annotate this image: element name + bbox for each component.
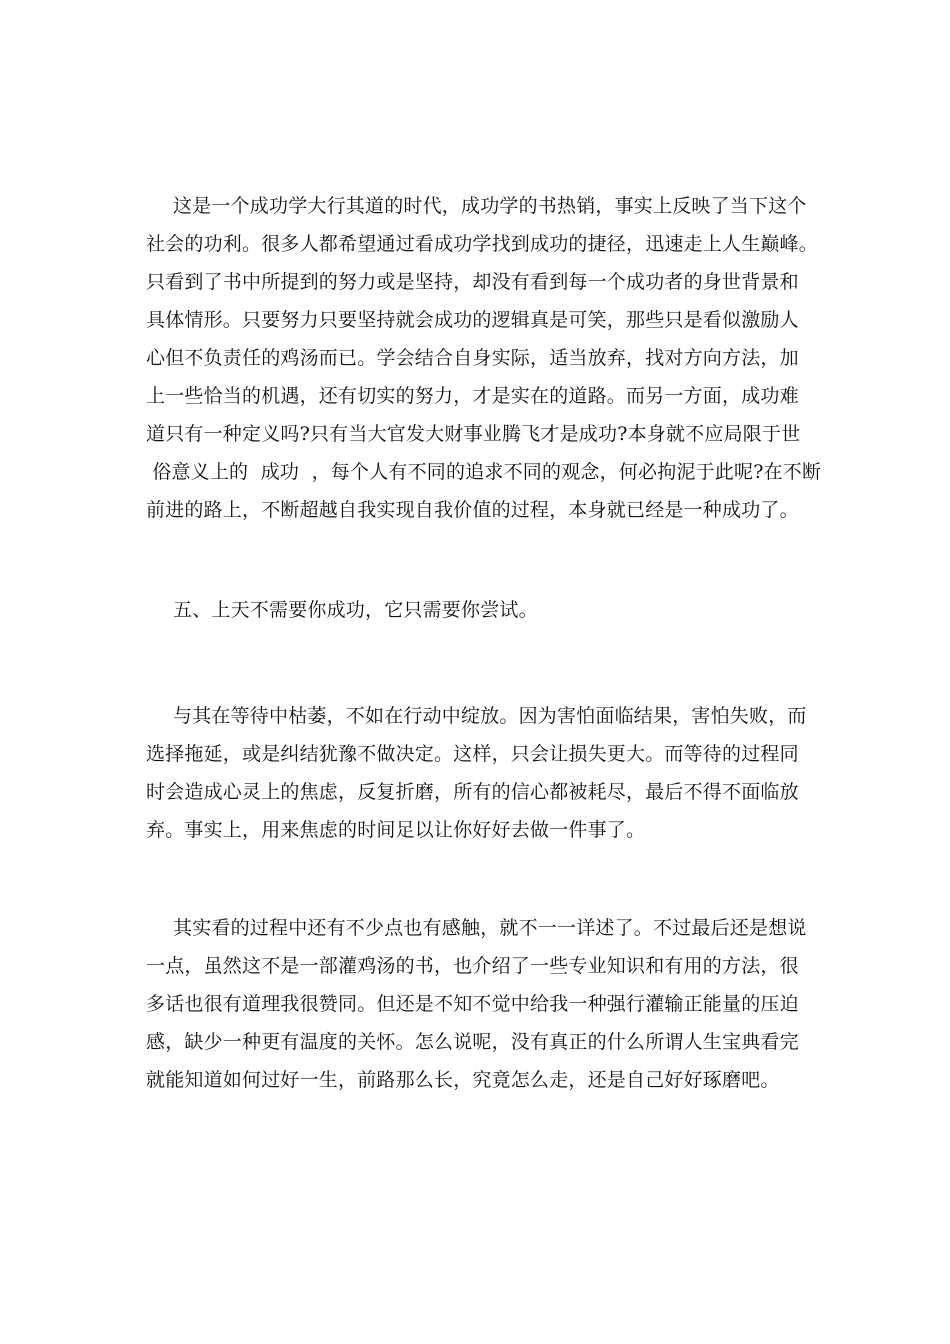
paragraph-1-line-4: 具体情形。只要努力只要坚持就会成功的逻辑真是可笑，那些只是看似激励人 — [146, 309, 799, 331]
paragraph-2-line-2: 选择拖延，或是纠结犹豫不做决定。这样，只会让损失更大。而等待的过程同 — [146, 743, 799, 765]
paragraph-1-line-9: 前进的路上，不断超越自我实现自我价值的过程，本身就已经是一种成功了。 — [146, 499, 799, 521]
paragraph-2-line-1: 与其在等待中枯萎，不如在行动中绽放。因为害怕面临结果，害怕失败，而 — [173, 705, 807, 727]
paragraph-3-line-2: 一点，虽然这不是一部灌鸡汤的书，也介绍了一些专业知识和有用的方法，很 — [146, 955, 799, 977]
paragraph-3-line-3: 多话也很有道理我很赞同。但还是不知不觉中给我一种强行灌输正能量的压迫 — [146, 993, 799, 1015]
paragraph-1-line-5: 心但不负责任的鸡汤而已。学会结合自身实际，适当放弃，找对方向方法，加 — [146, 347, 799, 369]
paragraph-1-line-8: 俗意义上的 成功 ，每个人有不同的追求不同的观念，何必拘泥于此呢?在不断 — [146, 461, 822, 483]
paragraph-3-line-4: 感，缺少一种更有温度的关怀。怎么说呢，没有真正的什么所谓人生宝典看完 — [146, 1031, 799, 1053]
section-heading-5: 五、上天不需要你成功，它只需要你尝试。 — [173, 599, 538, 621]
paragraph-1-line-2: 社会的功利。很多人都希望通过看成功学找到成功的捷径，迅速走上人生巅峰。 — [146, 233, 819, 255]
paragraph-1-line-7: 道只有一种定义吗?只有当大官发大财事业腾飞才是成功?本身就不应局限于世 — [146, 423, 801, 445]
paragraph-1-line-3: 只看到了书中所提到的努力或是坚持，却没有看到每一个成功者的身世背景和 — [146, 271, 799, 293]
paragraph-2-line-4: 弃。事实上，用来焦虑的时间足以让你好好去做一件事了。 — [146, 819, 646, 841]
paragraph-3-line-5: 就能知道如何过好一生，前路那么长，究竟怎么走，还是自己好好琢磨吧。 — [146, 1069, 780, 1091]
paragraph-2-line-3: 时会造成心灵上的焦虑，反复折磨，所有的信心都被耗尽，最后不得不面临放 — [146, 781, 799, 803]
paragraph-1-line-6: 上一些恰当的机遇，还有切实的努力，才是实在的道路。而另一方面，成功难 — [146, 385, 799, 407]
paragraph-3-line-1: 其实看的过程中还有不少点也有感触，就不一一详述了。不过最后还是想说 — [173, 917, 807, 939]
paragraph-1-line-1: 这是一个成功学大行其道的时代，成功学的书热销，事实上反映了当下这个 — [173, 195, 807, 217]
